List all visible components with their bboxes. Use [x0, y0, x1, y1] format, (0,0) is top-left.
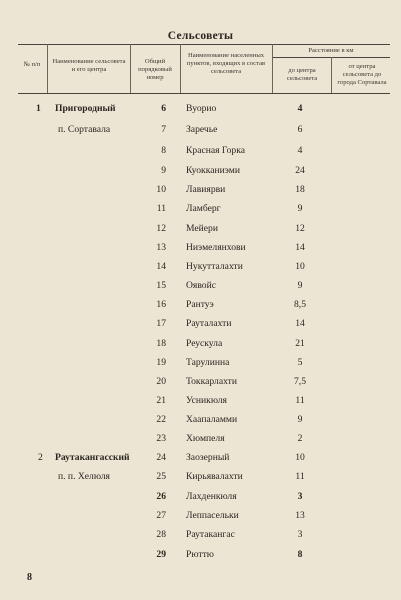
council-center: п. Сортавала	[58, 124, 111, 135]
header-general-number: Общий порядковый номер	[138, 58, 172, 81]
settlement-name: Токкарлахти	[186, 376, 237, 387]
distance-to-center: 13	[295, 510, 305, 521]
distance-to-center: 3	[297, 529, 303, 540]
distance-to-center: 10	[295, 452, 305, 463]
row-number: 16	[156, 299, 166, 310]
settlement-name: Леппасельки	[186, 510, 239, 521]
header-distance-city: от центра сельсовета до города Сортавала	[337, 63, 387, 86]
header-divider	[130, 44, 131, 93]
settlement-name: Кирьявалахти	[186, 471, 243, 482]
settlement-name: Куокканиэми	[186, 165, 240, 176]
settlement-name: Реускула	[186, 338, 223, 349]
header-no: № п/п	[23, 61, 41, 68]
council-name: Раутакангасский	[55, 452, 130, 463]
row-number: 19	[156, 357, 166, 368]
settlement-name: Лавиярви	[186, 184, 226, 195]
row-number: 22	[156, 414, 166, 425]
row-number: 17	[156, 318, 166, 329]
settlement-name: Нукутталахти	[186, 261, 243, 272]
distance-to-center: 8,5	[294, 299, 306, 310]
distance-to-center: 2	[297, 433, 303, 444]
distance-to-center: 4	[297, 103, 303, 114]
header-distance-center: до центра сельсовета	[286, 67, 318, 82]
row-number: 28	[156, 529, 166, 540]
row-number: 25	[156, 471, 166, 482]
row-number: 24	[156, 452, 166, 463]
settlement-name: Заозерный	[186, 452, 230, 463]
header-name: Наименование сельсовета и его центра	[52, 58, 126, 73]
row-number: 6	[161, 103, 166, 114]
settlement-name: Усникюля	[186, 395, 227, 406]
row-number: 7	[161, 124, 166, 135]
distance-to-center: 12	[295, 223, 305, 234]
row-number: 26	[156, 491, 166, 502]
distance-to-center: 14	[295, 242, 305, 253]
header-distance: Расстояние в км	[308, 47, 354, 54]
distance-to-center: 11	[295, 395, 305, 406]
council-center: п. п. Хелюля	[58, 471, 110, 482]
distance-to-center: 7,5	[294, 376, 306, 387]
settlement-name: Раутакангас	[186, 529, 235, 540]
settlement-name: Оявойс	[186, 280, 216, 291]
distance-to-center: 21	[295, 338, 305, 349]
settlement-name: Мейери	[186, 223, 218, 234]
header-divider	[180, 44, 181, 93]
settlement-name: Тарулинна	[186, 357, 230, 368]
row-number: 18	[156, 338, 166, 349]
settlement-name: Хюмпеля	[186, 433, 225, 444]
distance-to-center: 3	[297, 491, 303, 502]
distance-to-center: 11	[295, 471, 305, 482]
header-bottom-rule	[18, 93, 390, 94]
distance-to-center: 4	[297, 145, 303, 156]
row-number: 10	[156, 184, 166, 195]
header-settlements: Наименование населенных пунктов, входящих в состав сельсовета	[186, 52, 266, 75]
page-title: Сельсоветы	[167, 30, 234, 42]
row-number: 20	[156, 376, 166, 387]
distance-to-center: 18	[295, 184, 305, 195]
row-number: 11	[156, 203, 166, 214]
row-number: 29	[156, 549, 166, 560]
row-number: 27	[156, 510, 166, 521]
header-divider	[272, 44, 273, 93]
row-number: 8	[161, 145, 166, 156]
distance-to-center: 9	[297, 414, 303, 425]
settlement-name: Заречье	[186, 124, 218, 135]
row-number: 14	[156, 261, 166, 272]
distance-to-center: 14	[295, 318, 305, 329]
row-number: 23	[156, 433, 166, 444]
header-divider	[47, 44, 48, 93]
row-number: 15	[156, 280, 166, 291]
council-name: Пригородный	[55, 103, 116, 114]
settlement-name: Рантуэ	[186, 299, 214, 310]
distance-to-center: 24	[295, 165, 305, 176]
distance-to-center: 9	[297, 203, 303, 214]
distance-to-center: 5	[297, 357, 303, 368]
distance-to-center: 9	[297, 280, 303, 291]
council-number: 1	[36, 103, 41, 114]
header-divider	[331, 57, 332, 93]
header-top-rule	[18, 44, 390, 45]
settlement-name: Рауталахти	[186, 318, 232, 329]
row-number: 9	[161, 165, 166, 176]
row-number: 21	[156, 395, 166, 406]
settlement-name: Красная Горка	[186, 145, 245, 156]
settlement-name: Ламберг	[186, 203, 221, 214]
page-number: 8	[27, 572, 32, 583]
row-number: 13	[156, 242, 166, 253]
settlement-name: Вуорио	[186, 103, 217, 114]
distance-to-center: 10	[295, 261, 305, 272]
distance-to-center: 8	[297, 549, 303, 560]
settlement-name: Хаапаламми	[186, 414, 238, 425]
settlement-name: Ниэмелянхови	[186, 242, 246, 253]
row-number: 12	[156, 223, 166, 234]
council-number: 2	[38, 452, 43, 463]
settlement-name: Рюттю	[186, 549, 214, 560]
distance-to-center: 6	[297, 124, 303, 135]
settlement-name: Лахденкюля	[186, 491, 237, 502]
